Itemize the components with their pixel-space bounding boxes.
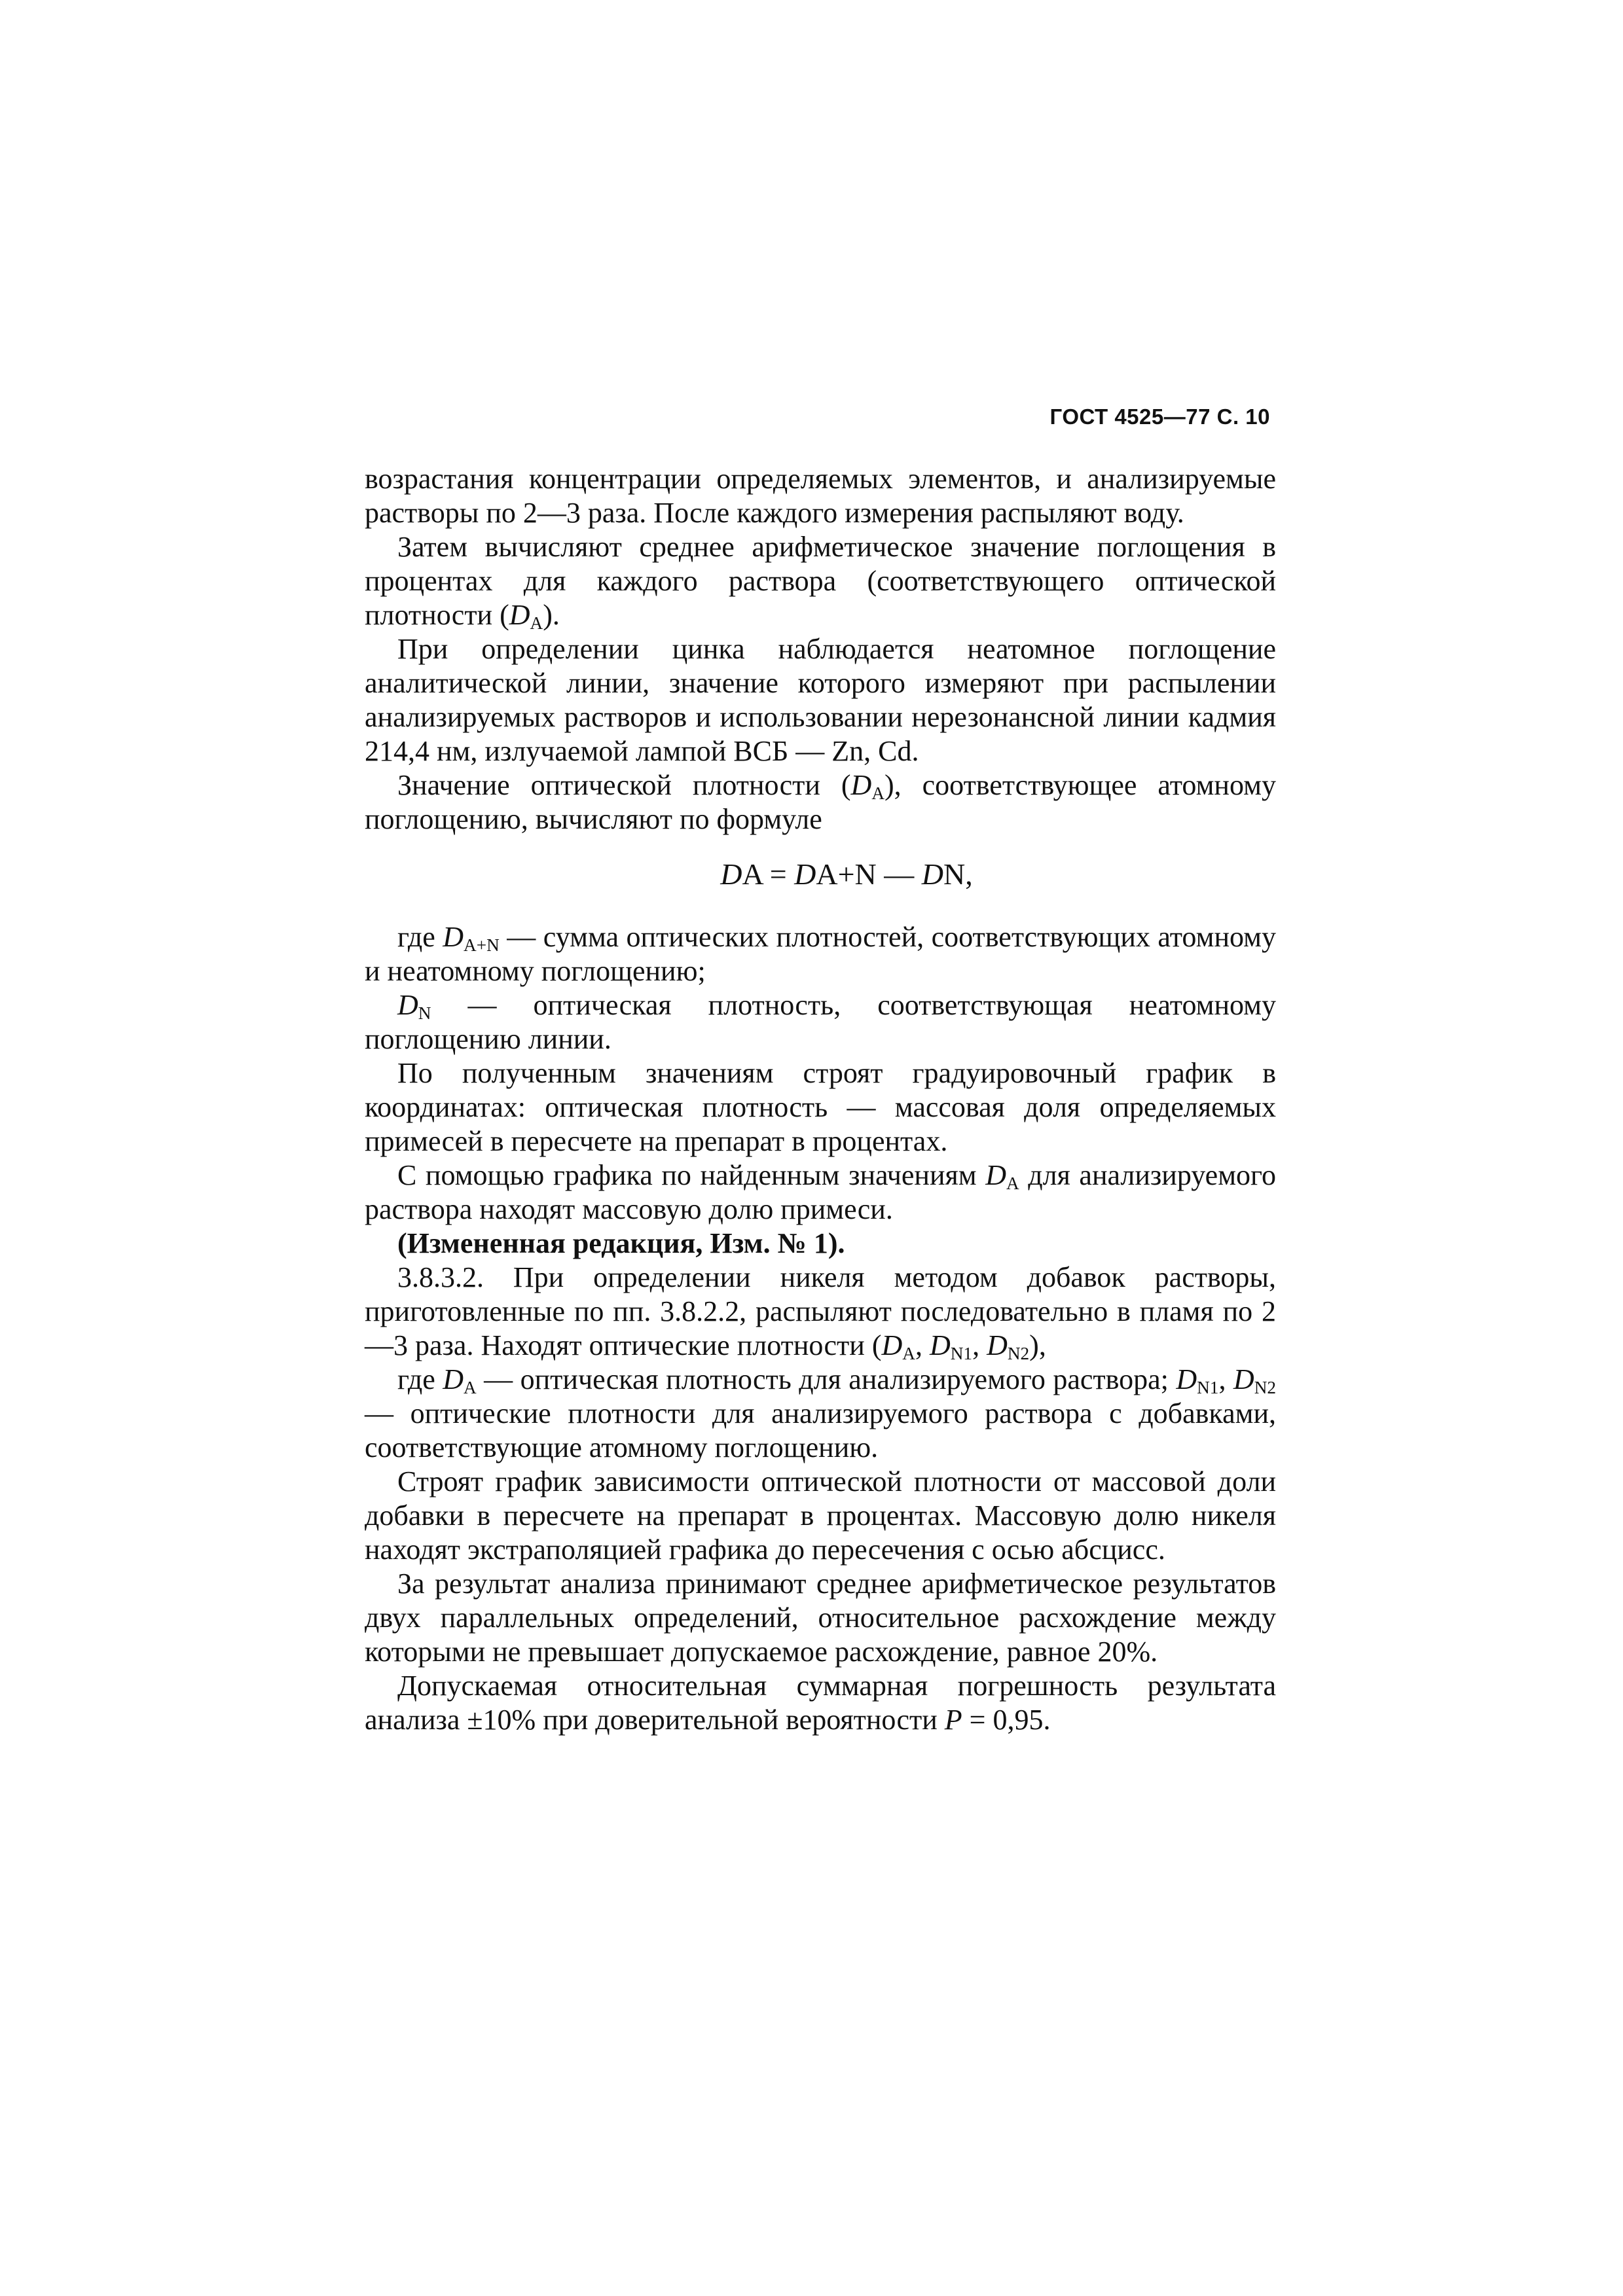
paragraph-10: За результат анализа принимают среднее арифметическое результатов двух параллельных определений, относительное расхождение между которыми не превышает допускаемое расхождение, равное 20%. — [365, 1568, 1276, 1668]
paragraph-4: Значение оптической плотности $(D_A)$, соответствующее атомному поглощению, вычисляют по формуле — [365, 769, 1276, 835]
paragraph-11: Допускаемая относительная суммарная погрешность результата анализа ±10% при доверительной вероятности P = 0,95. — [365, 1670, 1276, 1736]
paragraph-2: Затем вычисляют среднее арифметическое значение поглощения в процентах для каждого раствора (соответствующего оптической плотности $(D_A)$. — [365, 531, 1276, 633]
paragraph-7: 3.8.3.2. При определении никеля методом добавок растворы, приготовленные по пп. 3.8.2.2, распыляют последовательно в пламя по 2—3 раза. Находят оптические плотности ($D_A$, $D_{N1}$, $D_{N2}$), — [365, 1261, 1276, 1363]
paragraph-9: Строят график зависимости оптической плотности от массовой доли добавки в пересчете на препарат в процентах. Массовую долю никеля находят экстраполяцией графика до пересечения с осью абсцисс. — [365, 1465, 1276, 1566]
where-definition-1: где $D_{A+N}$ — сумма оптических плотностей, соответствующих атомному и неатомному поглощению; — [365, 921, 1276, 987]
paragraph-5: По полученным значениям строят градуировочный график в координатах: оптическая плотность — массовая доля определяемых примесей в пересчете на препарат в процентах. — [365, 1057, 1276, 1157]
where-definition-2: $D_N$ — оптическая плотность, соответствующая неатомному поглощению линии. — [365, 989, 1276, 1055]
paragraph-1: возрастания концентрации определяемых элементов, и анализируемые растворы по 2—3 раза. После каждого измерения распыляют воду. — [365, 463, 1276, 529]
paragraph-3: При определении цинка наблюдается неатомное поглощение аналитической линии, значение которого измеряют при распылении анализируемых растворов и использовании нерезонансной линии кадмия 214,4 нм, излучаемой лампой ВСБ — Zn, Cd. — [365, 633, 1276, 767]
paragraph-8: где $D_A$ — оптическая плотность для анализируемого раствора; $D_{N1}$, $D_{N2}$ — оптические плотности для анализируемого раствора с добавками, соответствующие атомному поглощению. — [365, 1363, 1277, 1463]
revision-note: (Измененная редакция, Изм. № 1). — [397, 1227, 845, 1259]
page-header: ГОСТ 4525—77 С. 10 — [1049, 404, 1270, 429]
paragraph-6: С помощью графика по найденным значениям $D_A$ для анализируемого раствора находят массовую долю примеси. — [365, 1159, 1276, 1225]
formula: DA = DA+N — DN, — [720, 857, 973, 891]
document-body — [365, 462, 1276, 1737]
